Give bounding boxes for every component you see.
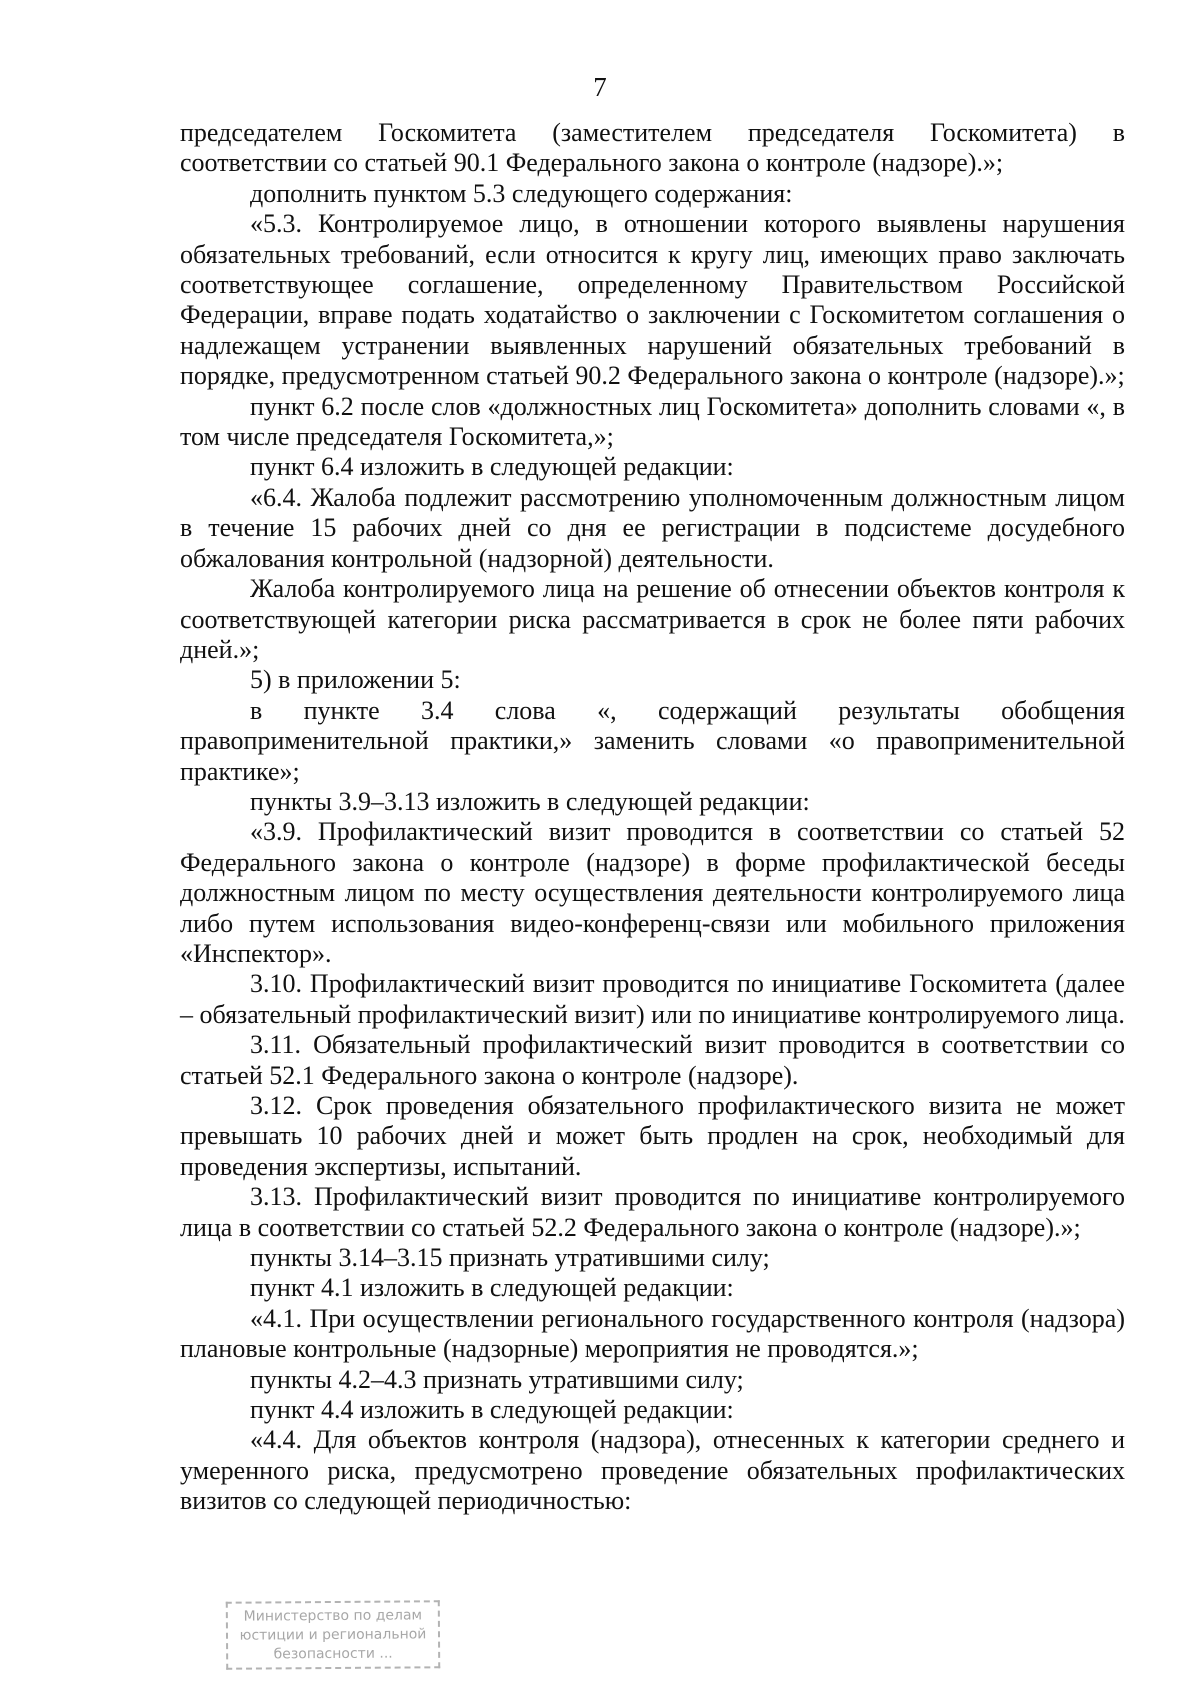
document-body	[180, 118, 1125, 1517]
paragraph-12: 3.10. Профилактический визит проводится по инициативе Госкомитета (далее – обязательный профилактический визит) или по инициативе контролируемого лица.	[180, 969, 1125, 1029]
paragraph-13: 3.11. Обязательный профилактический визит проводится в соответствии со статьей 52.1 Федерального закона о контроле (надзоре).	[180, 1030, 1125, 1090]
paragraph-5: пункт 6.4 изложить в следующей редакции:	[250, 452, 734, 482]
paragraph-21: «4.4. Для объектов контроля (надзора), отнесенных к категории среднего и умеренного риска, предусмотрено проведение обязательных профилактических визитов со следующей периодичностью:	[180, 1425, 1125, 1516]
paragraph-20: пункт 4.4 изложить в следующей редакции:	[250, 1395, 734, 1425]
paragraph-9: в пункте 3.4 слова «, содержащий результаты обобщения правоприменительной практики,» заменить словами «о правоприменительной практике»;	[180, 695, 1125, 786]
paragraph-17: пункт 4.1 изложить в следующей редакции:	[250, 1273, 734, 1303]
stamp-line-2: юстиции и региональной	[239, 1626, 427, 1644]
paragraph-18: «4.1. При осуществлении регионального государственного контроля (надзора) плановые контрольные (надзорные) мероприятия не проводятся.»;	[180, 1303, 1125, 1364]
paragraph-2: дополнить пунктом 5.3 следующего содержания:	[250, 178, 793, 208]
paragraph-19: пункты 4.2–4.3 признать утратившими силу;	[250, 1364, 744, 1394]
paragraph-3: «5.3. Контролируемое лицо, в отношении которого выявлены нарушения обязательных требований, если относится к кругу лиц, имеющих право заключать соответствующее соглашение, определенному Правительством Российской Федерации, вправе подать ходатайство о заключении с Госкомитетом соглашения о надлежащем устранении выявленных нарушений обязательных требований в порядке, предусмотренном статьей 90.2 Федерального закона о контроле (надзоре).»;	[180, 209, 1125, 391]
paragraph-1: председателем Госкомитета (заместителем председателя Госкомитета) в соответствии со статьей 90.1 Федерального закона о контроле (надзоре).»;	[180, 118, 1125, 178]
stamp-line-3: безопасности ...	[273, 1645, 393, 1663]
paragraph-14: 3.12. Срок проведения обязательного профилактического визита не может превышать 10 рабочих дней и может быть продлен на срок, необходимый для проведения экспертизы, испытаний.	[180, 1091, 1125, 1181]
paragraph-11: «3.9. Профилактический визит проводится в соответствии со статьей 52 Федерального закона о контроле (надзоре) в форме профилактической беседы должностным лицом по месту осуществления деятельности контролируемого лица либо путем использования видео-конференц-связи или мобильного приложения «Инспектор».	[180, 817, 1125, 968]
paragraph-16: пункты 3.14–3.15 признать утратившими силу;	[250, 1243, 770, 1273]
paragraph-8: 5) в приложении 5:	[250, 665, 461, 695]
registration-stamp	[226, 1600, 440, 1669]
paragraph-7: Жалоба контролируемого лица на решение об отнесении объектов контроля к соответствующей категории риска рассматривается в срок не более пяти рабочих дней.»;	[180, 574, 1125, 664]
paragraph-15: 3.13. Профилактический визит проводится по инициативе контролируемого лица в соответствии со статьей 52.2 Федерального закона о контроле (надзоре).»;	[180, 1182, 1125, 1242]
paragraph-4: пункт 6.2 после слов «должностных лиц Госкомитета» дополнить словами «, в том числе председателя Госкомитета,»;	[180, 391, 1125, 452]
page-number: 7	[593, 72, 607, 102]
paragraph-6: «6.4. Жалоба подлежит рассмотрению уполномоченным должностным лицом в течение 15 рабочих дней со дня ее регистрации в подсистеме досудебного обжалования контрольной (надзорной) деятельности.	[180, 482, 1125, 573]
stamp-line-1: Министерство по делам	[243, 1607, 423, 1625]
paragraph-10: пункты 3.9–3.13 изложить в следующей редакции:	[250, 786, 810, 816]
